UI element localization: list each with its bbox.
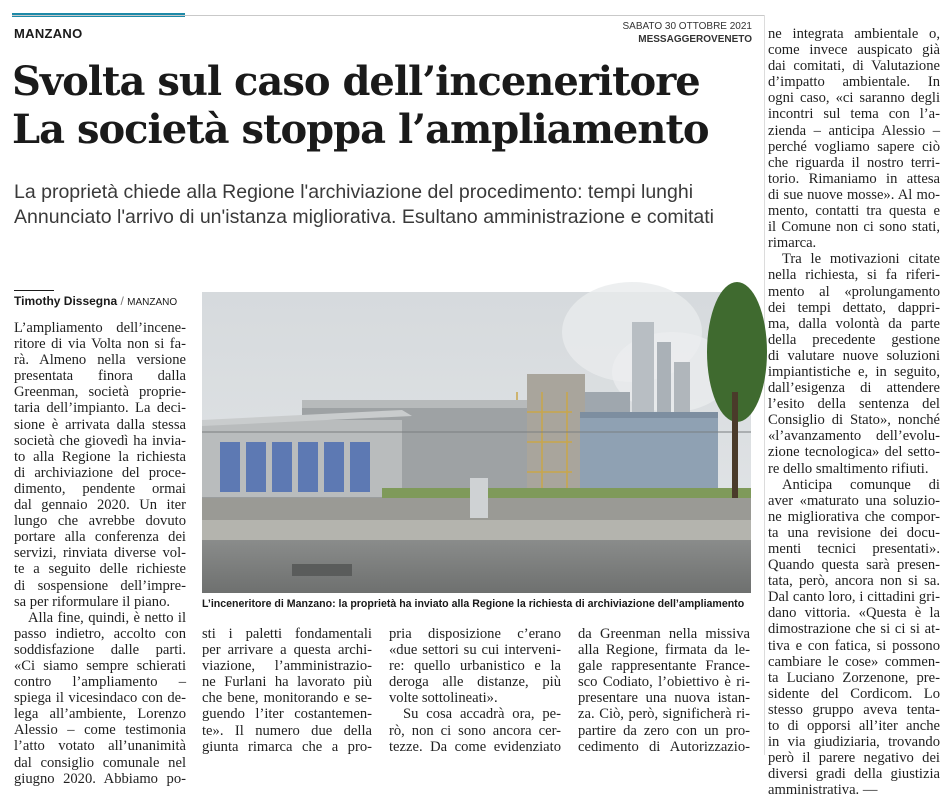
headline [12,58,762,154]
article-line: dal gennaio 2020. Un iter [14,497,186,514]
article-column-5 [768,26,940,799]
headline-line-1: Svolta sul caso dell’inceneritore [12,58,700,105]
article-paragraph [14,610,186,787]
article-line: aver «maturato una soluzio- [768,492,940,509]
article-line: Quando questa sarà presen- [768,557,940,574]
article-line: re dello smaltimento rifiuti. [768,460,929,477]
article-line: menti tecnici presentati». [768,541,940,557]
article-line: Anticipa comunque di [782,476,940,493]
article-line: giugno 2020. Abbiamo po- [14,770,186,787]
article-column-3 [389,626,561,755]
article-line: sti i paletti fondamentali [202,626,372,642]
article-line: ogni caso, «ci saranno degli [768,90,940,107]
article-line: volte sottolineati». [389,690,498,707]
article-line: zienda – anticipa Alessio – [768,122,940,139]
article-line: tata, però, ancora non si sa. [768,573,940,590]
article-line: «Ci siamo sempre schierati [14,657,186,674]
byline-author: Timothy Dissegna [14,294,118,308]
article-line: di sospensione dell’impre- [14,577,186,594]
article-line: Alla fine, quindi, è netto il [28,609,186,626]
article-line: Alessio – come testimonia [14,722,186,739]
article-line: incontri sul tema con l’a- [768,106,940,123]
article-paragraph [389,626,561,706]
byline [14,294,177,308]
article-line: di sue nuove mosse». Al mo- [768,186,940,203]
article-line: dal consiglio comunale nel [14,754,186,771]
article-line: partire da zero con un pro- [578,722,750,739]
article-line: Su cosa accadrà ora, pe- [403,706,561,723]
article-line: stesso gruppo aveva tenta- [768,701,940,718]
article-line: società che giovedì ha invia- [14,432,186,449]
headline-line-2: La società stoppa l’ampliamento [12,106,709,153]
article-line: «due settori su cui interveni- [389,642,561,659]
article-column-1 [14,320,186,787]
article-line: to di opporsi all’iter anche [768,718,940,735]
article-line: zione tecnologica» del setto- [768,444,940,461]
issue-date: SABATO 30 OTTOBRE 2021 [622,21,752,32]
article-line: da Greenman nella missiva [578,626,750,642]
article-line: Tra le motivazioni citate [782,251,940,268]
article-line: lega all’ambiente, Lorenzo [14,706,186,723]
article-line: rò, non ci sono ancora cer- [389,722,561,739]
article-column-2 [202,626,372,755]
article-line: ritore di via Volta non si fa- [14,336,186,353]
article-line: torio. Rimaniamo in attesa [768,170,940,187]
subheadline-line-2: Annunciato l'arrivo di un'istanza migliorativa. Esultano amministrazione e comitati [14,206,715,228]
section-label: MANZANO [14,26,83,41]
article-line: dimostrazione che si ci si at- [768,621,940,638]
article-column-4 [578,626,750,755]
article-line: amministrativa. — [768,782,878,799]
article-line: tezze. Da come evidenziato [389,738,561,755]
article-paragraph [768,26,940,251]
article-paragraph [202,626,372,755]
article-line: L’ampliamento dell’incene- [14,320,186,336]
article-line: Greenman, società proprie- [14,384,186,401]
article-line: cambiare le cose» commen- [768,653,940,670]
article-line: lungo che avrebbe dovuto [14,513,186,530]
article-line: d’impatto ambientale. In [768,74,940,91]
article-line: te a seguito delle richieste [14,561,186,578]
article-line: cedimento di Autorizzazio- [578,738,750,755]
byline-rule [14,290,54,291]
article-line: dei tempi dettato, dappri- [768,299,940,316]
article-line: soddisfazione dalle parti. [14,641,186,658]
article-line: che riguarda il nostro terri- [768,154,940,171]
article-line: sidente del Cordicom. Lo [768,685,940,702]
article-line: dall’esigenza di attendere [768,380,940,397]
article-line: impiantistiche e, in seguito, [768,363,940,380]
article-line: in via giudiziaria, trovando [768,734,940,751]
header-rule [12,15,764,16]
article-line: contro l’ampliamento – [14,674,186,691]
article-line: presentata finora dalla [14,368,186,385]
article-line: pria disposizione c’erano [389,626,561,642]
article-line: però il parere negativo dei [768,750,940,767]
article-line: sco Codiato, l’obiettivo è ri- [578,674,750,691]
article-paragraph [768,477,940,799]
article-line: guendo l’iter costantemen- [202,706,372,723]
article-line: per arrivare a questa archi- [202,642,372,659]
article-line: dano vittoria. «Questa è la [768,605,940,622]
article-line: diversi gradi della giustizia [768,766,940,783]
article-line: taria dell’impianto. La deci- [14,400,186,417]
byline-separator: / [120,294,124,308]
article-line: l’esito della sentenza del [768,396,940,413]
column-separator [764,15,765,755]
article-line: il Comune non ci sono stati, [768,219,940,236]
article-line: portare alla conferenza dei [14,529,186,546]
article-line: ne Furlani ha lavorato più [202,674,372,691]
article-line: tiva e con fatica, si possono [768,637,940,654]
article-line: dai comitati, di Valutazione [768,58,940,75]
article-line: ta Luciano Zorzenone, pre- [768,669,940,686]
article-paragraph [14,320,186,610]
article-line: passo indietro, accolto con [14,625,186,642]
article-line: servizi, rinviata diverse vol- [14,545,186,562]
article-line: deroga alle distanze, più [389,674,561,691]
article-line: alla Regione, firmata da le- [578,642,750,659]
publication-name: MESSAGGEROVENETO [638,34,752,45]
article-line: Consiglio di Stato», nonché [768,412,940,429]
article-line: to alla Regione la richiesta [14,448,186,465]
article-paragraph [768,251,940,476]
article-line: Dal canto loro, i cittadini gri- [768,589,940,606]
article-line: viazione, l’amministrazio- [202,658,372,675]
article-line: della precedente gestione [768,331,940,348]
article-line: presentare una nuova istan- [578,690,750,707]
article-line: re: quello urbanistico e la [389,658,561,675]
article-line: di archiviazione del proce- [14,464,186,481]
article-line: rà. Almeno nella versione [14,352,186,369]
article-line: perché vogliamo sapere ciò [768,138,940,155]
subheadline [14,180,764,230]
article-line: giunta rimarca che a pro- [202,738,372,755]
article-line: sa per riformulare il piano. [14,593,171,610]
incinerator-photo-illustration [202,292,751,593]
article-line: te». Il numero due della [202,722,372,739]
article-line: ma, dalla volontà da parte [768,315,940,332]
article-photo [202,292,751,593]
article-line: di valutare nuove soluzioni [768,347,940,364]
subheadline-line-1: La proprietà chiede alla Regione l'archiviazione del procedimento: tempi lunghi [14,181,694,203]
article-line: «l’avanzamento dell’evolu- [768,428,940,445]
photo-caption: L’inceneritore di Manzano: la proprietà ha inviato alla Regione la richiesta di archiviazione dell’ampliamento [202,598,745,610]
article-line: ne migliorativa che compor- [768,508,940,525]
article-line: gale rappresentante France- [578,658,750,675]
byline-place: MANZANO [127,297,178,308]
article-line: l’atto votato all’unanimità [14,738,186,755]
article-line: za. Ciò, però, significherà ri- [578,706,750,723]
article-line: rimarca. [768,235,817,252]
article-paragraph [578,626,750,755]
article-line: mento, contatti tra questa e [768,203,940,220]
article-paragraph [389,706,561,754]
article-line: sione è arrivata dalla stessa [14,416,186,433]
article-line: mento al «prolungamento [768,283,940,300]
article-line: ta una revisione dei docu- [768,524,940,541]
dateline [622,20,752,46]
article-line: ne integrata ambientale o, [768,26,940,42]
article-line: nella richiesta, si fa riferi- [768,267,940,284]
article-line: spiega il vicesindaco con de- [14,690,186,707]
article-line: come invece auspicato già [768,42,940,59]
article-line: che bene, monitorando e se- [202,690,372,707]
article-line: dimento, pendente ormai [14,480,186,497]
